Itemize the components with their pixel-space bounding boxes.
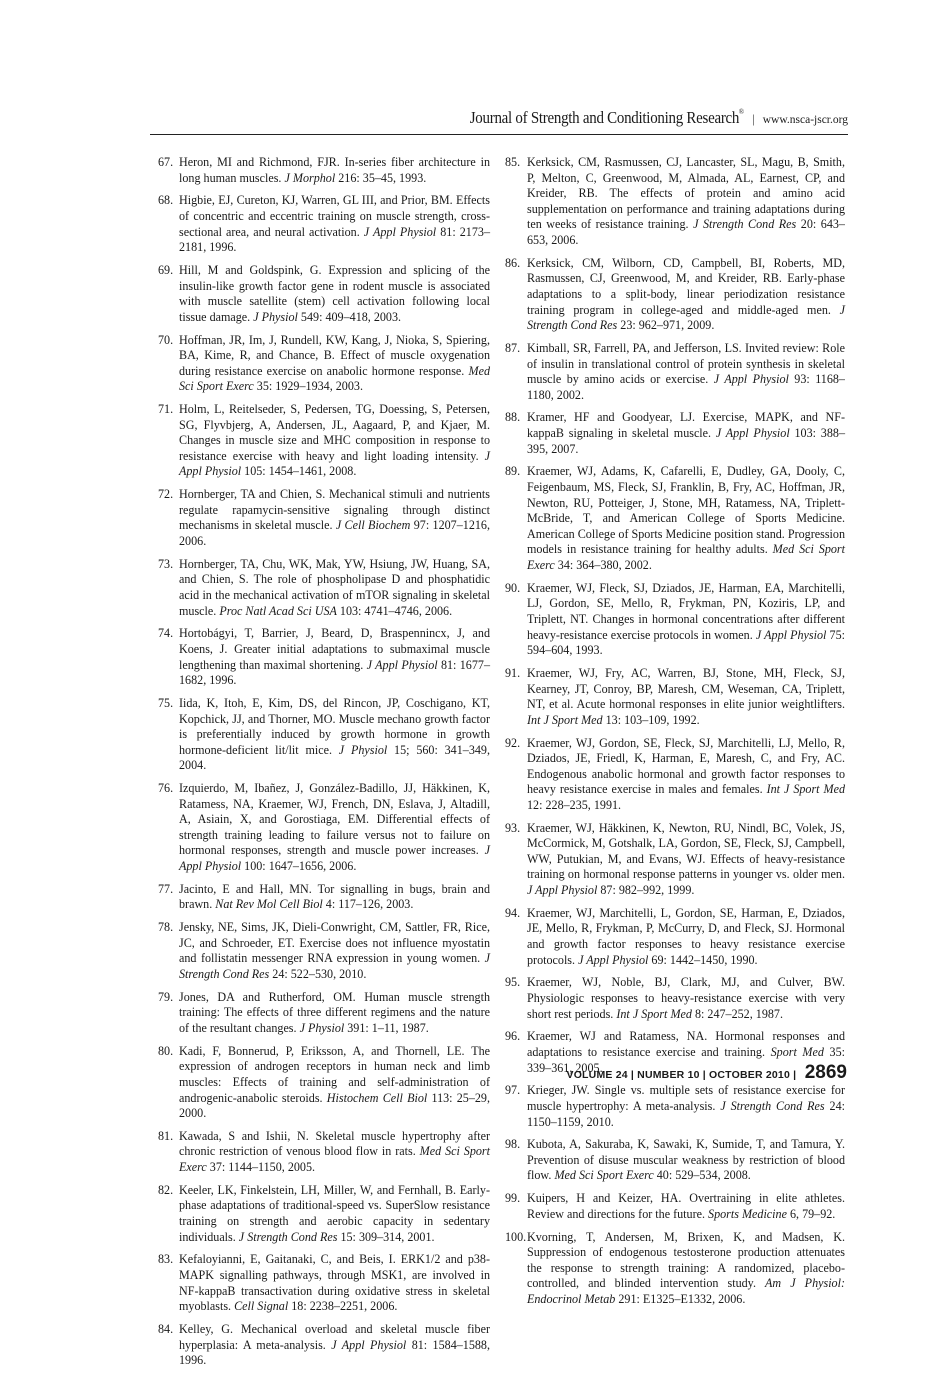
reference-number: 91. [505, 665, 521, 680]
reference-number: 93. [505, 820, 521, 835]
reference-citation: Kawada, S and Ishii, N. Skeletal muscle hypertrophy after chronic restriction of venous blood flow in rats. [179, 1128, 490, 1159]
reference-journal: Int J Sport Med [527, 712, 603, 727]
page-footer [560, 1062, 847, 1084]
reference-volume-pages: 97: 1207–1216, 2006. [179, 518, 490, 548]
reference-item [505, 1191, 845, 1222]
reference-item [505, 1230, 845, 1308]
reference-volume-pages: 15: 309–314, 2001. [337, 1229, 435, 1244]
reference-number: 68. [158, 193, 174, 208]
reference-citation: Kuipers, H and Keizer, HA. Overtraining in elite athletes. Review and directions for the future. [527, 1191, 845, 1221]
reference-item [505, 1083, 845, 1130]
reference-volume-pages: 100: 1647–1656, 2006. [241, 859, 357, 874]
reference-volume-pages: 103: 388–395, 2007. [527, 426, 845, 456]
reference-item [505, 410, 845, 457]
reference-journal: Sports Medicine [708, 1206, 787, 1221]
reference-text [527, 1083, 845, 1130]
reference-number: 76. [158, 781, 174, 796]
reference-volume-pages: 37: 1144–1150, 2005. [206, 1160, 316, 1175]
reference-citation: Jacinto, E and Hall, MN. Tor signalling in bugs, brain and brawn. [179, 881, 490, 912]
reference-journal: J Appl Physiol [366, 657, 438, 672]
reference-number: 69. [158, 262, 174, 277]
reference-volume-pages: 12: 228–235, 1991. [527, 797, 622, 812]
reference-item [158, 193, 490, 255]
reference-number: 75. [158, 695, 174, 710]
references-right-column [505, 155, 845, 1315]
reference-text [179, 1322, 490, 1369]
reference-text [527, 256, 845, 334]
reference-volume-pages: 15; 560: 341–349, 2004. [179, 742, 490, 773]
reference-volume-pages: 81: 1677–1682, 1996. [179, 657, 490, 688]
reference-item [158, 1183, 490, 1245]
reference-text [527, 821, 845, 899]
reference-number: 79. [158, 989, 174, 1004]
reference-text [179, 781, 490, 875]
reference-text [179, 333, 490, 395]
reference-number: 94. [505, 905, 521, 920]
reference-journal: J Strength Cond Res [720, 1098, 825, 1113]
reference-journal: Med Sci Sport Exerc [554, 1168, 654, 1183]
trademark-mark: ® [738, 108, 745, 116]
reference-number: 73. [158, 556, 174, 571]
reference-journal: Sport Med [770, 1044, 824, 1059]
reference-text [527, 341, 845, 403]
reference-text [527, 975, 845, 1022]
reference-volume-pages: 23: 962–971, 2009. [617, 318, 715, 333]
reference-text [179, 193, 490, 255]
reference-citation: Izquierdo, M, Ibañez, J, González-Badillo, JJ, Häkkinen, K, Ratamess, NA, Kraemer, WJ, French, DN, Eslava, J, Altadill, A, Asiain, X, and Gorostiaga, EM. Differential effects of strength training leading to failure versus not to failure on hormonal responses, strength and muscle power increases. [179, 781, 490, 858]
reference-volume-pages: 6, 79–92. [786, 1206, 836, 1221]
reference-volume-pages: 75: 594–604, 1993. [527, 627, 845, 658]
reference-citation: Kimball, SR, Farrell, PA, and Jefferson, LS. Invited review: Role of insulin in translational control of protein synthesis in skeletal muscle by amino acids or exercise. [527, 340, 845, 387]
reference-citation: Kadi, F, Bonnerud, P, Eriksson, A, and Thornell, LE. The expression of androgen receptors in human neck and limb muscles: Effects of training and self-administration of androgenic-anabolic steroids. [179, 1043, 490, 1105]
reference-text [527, 666, 845, 728]
reference-item [158, 333, 490, 395]
reference-journal: J Morphol [284, 170, 336, 185]
reference-number: 82. [158, 1182, 174, 1197]
reference-item [505, 666, 845, 728]
reference-number: 81. [158, 1128, 174, 1143]
reference-volume-pages: 24: 1150–1159, 2010. [527, 1098, 846, 1129]
reference-citation: Keeler, LK, Finkelstein, LH, Miller, W, and Fernhall, B. Early-phase adaptations of traditional-speed vs. SuperSlow resistance training on strength and aerobic capacity in sedentary individuals. [179, 1182, 490, 1244]
reference-number: 89. [505, 464, 521, 479]
reference-journal: J Appl Physiol [179, 448, 490, 479]
reference-number: 88. [505, 410, 521, 425]
reference-item [158, 1129, 490, 1176]
reference-volume-pages: 24: 522–530, 2010. [269, 966, 367, 981]
journal-url: www.nsca-jscr.org [762, 114, 848, 126]
reference-journal: J Appl Physiol [578, 952, 649, 967]
reference-citation: Hill, M and Goldspink, G. Expression and splicing of the insulin-like growth factor gene in rodent muscle is associated with muscle satellite (stem) cell activation following local tissue damage. [179, 262, 490, 324]
reference-journal: J Appl Physiol [527, 883, 598, 898]
reference-volume-pages: 18: 2238–2251, 2006. [288, 1299, 398, 1314]
reference-number: 72. [158, 487, 174, 502]
reference-volume-pages: 35: 1929–1934, 2003. [253, 379, 363, 394]
reference-number: 90. [505, 580, 521, 595]
reference-number: 99. [505, 1191, 521, 1206]
reference-item [158, 155, 490, 186]
reference-journal: J Appl Physiol [755, 627, 827, 642]
reference-citation: Kraemer, WJ and Ratamess, NA. Hormonal responses and adaptations to resistance exercise and training. [527, 1029, 845, 1059]
reference-item [158, 1044, 490, 1122]
reference-number: 83. [158, 1252, 174, 1267]
reference-volume-pages: 113: 25–29, 2000. [179, 1090, 490, 1121]
reference-journal: Med Sci Sport Exerc [527, 542, 845, 572]
reference-item [505, 906, 845, 968]
reference-number: 98. [505, 1137, 521, 1152]
running-header [150, 108, 848, 135]
reference-citation: Heron, MI and Richmond, FJR. In-series fiber architecture in long human muscles. [179, 155, 490, 185]
reference-item [158, 920, 490, 982]
reference-citation: Krieger, JW. Single vs. multiple sets of resistance exercise for muscle hypertrophy: A meta-analysis. [527, 1083, 845, 1113]
reference-citation: Jensky, NE, Sims, JK, Dieli-Conwright, CM, Sattler, FR, Rice, JC, and Schroeder, ET. Exercise does not influence myostatin and follistatin messenger RNA expression in young women. [179, 920, 490, 966]
reference-number: 100. [505, 1229, 527, 1244]
reference-text [179, 696, 490, 774]
reference-number: 96. [505, 1029, 521, 1044]
references-left-column [158, 155, 490, 1376]
reference-text [179, 920, 490, 982]
reference-text [179, 626, 490, 688]
reference-item [158, 402, 490, 480]
reference-volume-pages: 69: 1442–1450, 1990. [648, 952, 758, 967]
reference-volume-pages: 81: 1584–1588, 1996. [179, 1337, 490, 1368]
header-separator: | [752, 111, 755, 126]
reference-journal: Nat Rev Mol Cell Biol [215, 897, 323, 912]
reference-item [158, 882, 490, 913]
reference-text [527, 906, 845, 968]
reference-volume-pages: 391: 1–11, 1987. [344, 1020, 429, 1035]
reference-citation: Kraemer, WJ, Gordon, SE, Fleck, SJ, Marchitelli, LJ, Mello, R, Dziados, JE, Friedl, K, Harman, E, Maresh, C, and Fry, AC. Endogenous anabolic hormonal and growth factor responses to heavy resistance exercise in males and females. [527, 735, 845, 797]
reference-text [179, 487, 490, 549]
reference-citation: Hortobágyi, T, Barrier, J, Beard, D, Braspennincx, J, and Koens, J. Greater initial adaptations to submaximal muscle lengthening than maximal shortening. [179, 626, 490, 672]
reference-text [179, 263, 490, 325]
reference-citation: Kraemer, WJ, Fry, AC, Warren, BJ, Stone, MH, Fleck, SJ, Kearney, JT, Conroy, BP, Maresh, CM, Weseman, CA, Triplett, NT, et al. Acute hormonal responses in elite junior weightlifters. [527, 665, 845, 712]
reference-volume-pages: 8: 247–252, 1987. [691, 1006, 783, 1021]
reference-volume-pages: 4: 117–126, 2003. [322, 897, 414, 912]
reference-number: 80. [158, 1043, 174, 1058]
reference-volume-pages: 81: 2173–2181, 1996. [179, 224, 490, 255]
reference-number: 84. [158, 1321, 174, 1336]
reference-number: 86. [505, 255, 521, 270]
reference-text [527, 155, 845, 249]
reference-item [158, 626, 490, 688]
reference-volume-pages: 13: 103–109, 1992. [602, 712, 700, 727]
reference-text [179, 557, 490, 619]
reference-item [158, 263, 490, 325]
reference-volume-pages: 35: 339–361, 2005. [527, 1044, 845, 1075]
reference-text [527, 410, 845, 457]
reference-volume-pages: 20: 643–653, 2006. [527, 217, 845, 247]
reference-citation: Kerksick, CM, Wilborn, CD, Campbell, BI, Roberts, MD, Rasmussen, CJ, Greenwood, M, and Kreider, RB. Early-phase adaptations to a split-body, linear periodization resistance training program in college-aged and middle-aged men. [527, 255, 845, 317]
reference-journal: J Strength Cond Res [527, 302, 845, 333]
reference-item [158, 990, 490, 1037]
reference-volume-pages: 93: 1168–1180, 2002. [527, 372, 845, 402]
reference-citation: Kvorning, T, Andersen, M, Brixen, K, and Madsen, K. Suppression of endogenous testosterone production attenuates the response to strength training: A randomized, placebo-controlled, and blinded intervention study. [527, 1229, 845, 1291]
reference-text [179, 155, 490, 186]
reference-journal: Am J Physiol: Endocrinol Metab [527, 1276, 845, 1306]
reference-text [179, 1044, 490, 1122]
reference-number: 78. [158, 920, 174, 935]
reference-citation: Kraemer, WJ, Marchitelli, L, Gordon, SE, Harman, E, Dziados, JE, Mello, R, Frykman, P, McCurry, D, and Fleck, SJ. Hormonal and growth factor responses to heavy resistance exercise protocols. [527, 905, 845, 967]
reference-volume-pages: 105: 1454–1461, 2008. [241, 464, 357, 479]
reference-citation: Kramer, HF and Goodyear, LJ. Exercise, MAPK, and NF-kappaB signaling in skeletal muscle. [527, 410, 845, 441]
reference-journal: J Strength Cond Res [238, 1229, 338, 1244]
reference-item [505, 464, 845, 573]
reference-citation: Hornberger, TA and Chien, S. Mechanical stimuli and nutrients regulate rapamycin-sensitive signaling through distinct mechanisms in skeletal muscle. [179, 487, 490, 533]
reference-journal: J Physiol [299, 1020, 345, 1035]
reference-journal: Proc Natl Acad Sci USA [219, 603, 337, 618]
reference-journal: J Cell Biochem [335, 518, 411, 533]
page-number: 2869 [804, 1062, 847, 1083]
reference-journal: J Appl Physiol [179, 843, 490, 874]
reference-volume-pages: 549: 409–418, 2003. [297, 309, 402, 324]
reference-journal: Med Sci Sport Exerc [179, 363, 490, 394]
reference-number: 71. [158, 402, 174, 417]
reference-text [527, 1137, 845, 1184]
reference-number: 92. [505, 735, 521, 750]
reference-number: 74. [158, 626, 174, 641]
reference-item [505, 256, 845, 334]
reference-text [179, 990, 490, 1037]
reference-citation: Kraemer, WJ, Noble, BJ, Clark, MJ, and Culver, BW. Physiologic responses to heavy-resistance exercise with very short rest periods. [527, 975, 845, 1021]
reference-journal: J Appl Physiol [331, 1337, 407, 1352]
reference-number: 70. [158, 332, 174, 347]
reference-item [505, 821, 845, 899]
reference-citation: Kelley, G. Mechanical overload and skeletal muscle fiber hyperplasia: A meta-analysis. [179, 1321, 490, 1352]
reference-citation: Holm, L, Reitelseder, S, Pedersen, TG, Doessing, S, Petersen, SG, Flyvbjerg, A, Andersen, JL, Aagaard, P, and Kjaer, M. Changes in muscle size and MHC composition in response to resistance exercise with heavy and light loading intensity. [179, 402, 490, 463]
reference-journal: J Appl Physiol [713, 372, 789, 387]
reference-text [179, 1252, 490, 1314]
reference-journal: J Strength Cond Res [179, 951, 490, 981]
reference-citation: Kefaloyianni, E, Gaitanaki, C, and Beis, I. ERK1/2 and p38-MAPK signalling pathways, through MSK1, are involved in NF-kappaB transactivation during oxidative stress in skeletal myoblasts. [179, 1252, 490, 1314]
journal-title: Journal of Strength and Conditioning Research [469, 108, 739, 127]
reference-citation: Kubota, A, Sakuraba, K, Sawaki, K, Sumide, T, and Tamura, Y. Prevention of disuse muscular weakness by restriction of blood flow. [527, 1137, 845, 1183]
reference-number: 85. [505, 155, 521, 169]
reference-citation: Kraemer, WJ, Fleck, SJ, Dziados, JE, Harman, EA, Marchitelli, LJ, Gordon, SE, Mello, R, Frykman, PN, Koziris, LP, and Triplett, NT. Changes in hormonal concentrations after different heavy-resistance exercise protocols in women. [527, 580, 845, 642]
reference-journal: Int J Sport Med [766, 782, 845, 797]
reference-volume-pages: 87: 982–992, 1999. [597, 883, 695, 898]
reference-item [158, 487, 490, 549]
reference-citation: Kraemer, WJ, Häkkinen, K, Newton, RU, Nindl, BC, Volek, JS, McCormick, M, Gotshalk, LA, Gordon, SE, Fleck, SJ, Campbell, WW, Putukian, M, and Evans, WJ. Effects of heavy-resistance training on hormonal response patterns in younger vs. older men. [527, 820, 845, 882]
reference-text [527, 1230, 845, 1308]
reference-item [505, 155, 845, 249]
reference-journal: J Strength Cond Res [693, 217, 797, 232]
reference-item [158, 557, 490, 619]
reference-item [505, 975, 845, 1022]
reference-number: 77. [158, 881, 174, 896]
reference-citation: Jones, DA and Rutherford, OM. Human muscle strength training: The effects of three different regimens and the nature of the resultant changes. [179, 989, 490, 1035]
reference-number: 97. [505, 1083, 521, 1098]
reference-item [505, 736, 845, 814]
reference-item [505, 1137, 845, 1184]
reference-citation: Higbie, EJ, Cureton, KJ, Warren, GL III, and Prior, BM. Effects of concentric and eccentric training on muscle strength, cross-sectional area, and neural activation. [179, 193, 490, 239]
reference-journal: Int J Sport Med [616, 1006, 692, 1021]
reference-journal: Histochem Cell Biol [326, 1090, 428, 1105]
reference-citation: Hornberger, TA, Chu, WK, Mak, YW, Hsiung, JW, Huang, SA, and Chien, S. The role of phospholipase D and phosphatidic acid in the mechanical activation of mTOR signaling in skeletal muscle. [179, 556, 490, 618]
reference-item [158, 781, 490, 875]
reference-item [158, 1322, 490, 1369]
reference-number: 87. [505, 340, 521, 355]
reference-citation: Kraemer, WJ, Adams, K, Cafarelli, E, Dudley, GA, Dooly, C, Feigenbaum, MS, Fleck, SJ, Franklin, B, Fry, AC, Hoffman, JR, Newton, RU, Potteiger, J, Stone, MH, Ratamess, NA, Triplett-McBride, T, and American College of Sports Medicine. American College of Sports Medicine position stand. Progression models in resistance training for healthy adults. [527, 464, 845, 557]
reference-text [179, 1183, 490, 1245]
reference-text [527, 464, 845, 573]
reference-number: 95. [505, 975, 521, 990]
reference-text [527, 581, 845, 659]
reference-text [179, 1129, 490, 1176]
reference-volume-pages: 291: E1325–E1332, 2006. [615, 1292, 746, 1306]
reference-text [527, 736, 845, 814]
reference-volume-pages: 216: 35–45, 1993. [335, 170, 427, 185]
reference-volume-pages: 103: 4741–4746, 2006. [336, 603, 453, 618]
reference-text [179, 882, 490, 913]
reference-citation: Kerksick, CM, Rasmussen, CJ, Lancaster, SL, Magu, B, Smith, P, Melton, C, Greenwood, M, Almada, AL, Earnest, CP, and Kreider, RB. The effects of protein and amino acid supplementation on performance and training adaptations during ten weeks of resistance training. [527, 155, 845, 232]
reference-journal: J Physiol [253, 309, 298, 324]
reference-number: 67. [158, 155, 174, 169]
reference-journal: J Appl Physiol [715, 426, 790, 441]
reference-volume-pages: 34: 364–380, 2002. [554, 558, 652, 572]
reference-journal: Med Sci Sport Exerc [179, 1144, 490, 1175]
issue-info: VOLUME 24 | NUMBER 10 | OCTOBER 2010 | [566, 1069, 797, 1081]
reference-volume-pages: 40: 529–534, 2008. [653, 1168, 751, 1183]
reference-item [158, 696, 490, 774]
reference-journal: Cell Signal [234, 1299, 289, 1314]
reference-journal: J Physiol [338, 742, 388, 757]
reference-text [179, 402, 490, 480]
reference-item [505, 341, 845, 403]
reference-text [527, 1191, 845, 1222]
reference-citation: Iida, K, Itoh, E, Kim, DS, del Rincon, JP, Coschigano, KT, Kopchick, JJ, and Thorner, MO. Muscle mechano growth factor is preferentially induced by growth hormone in growth hormone-deficient lit/lit mice. [179, 695, 490, 757]
reference-citation: Hoffman, JR, Im, J, Rundell, KW, Kang, J, Nioka, S, Spiering, BA, Kime, R, and Chance, B. Effect of muscle oxygenation during resistance exercise on anabolic hormone response. [179, 332, 490, 378]
reference-item [505, 581, 845, 659]
reference-journal: J Appl Physiol [363, 224, 437, 239]
reference-item [158, 1252, 490, 1314]
